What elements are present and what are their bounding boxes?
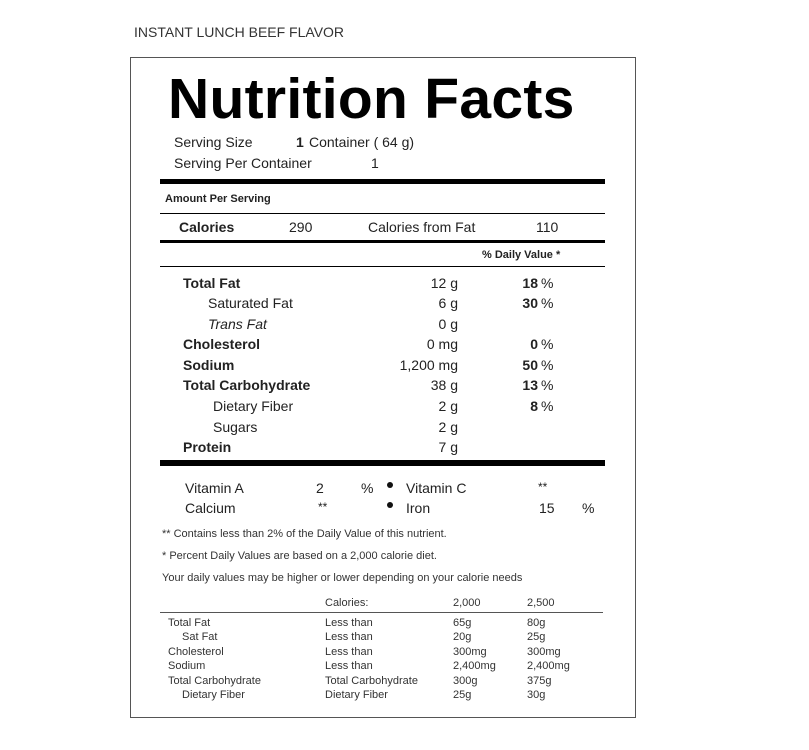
nutrient-name-trans-fat: Trans Fat bbox=[208, 316, 267, 332]
amount-per-serving: Amount Per Serving bbox=[165, 193, 271, 205]
iron-pct: % bbox=[582, 500, 595, 516]
calories-label: Calories bbox=[179, 219, 235, 235]
divider bbox=[160, 266, 605, 267]
product-name: INSTANT LUNCH BEEF FLAVOR bbox=[134, 24, 345, 40]
serving-size-unit: Container ( 64 g) bbox=[309, 134, 415, 150]
ref-row-2000: 20g bbox=[453, 631, 472, 643]
ref-row-qualifier: Less than bbox=[325, 660, 373, 672]
serving-size-value: 1 bbox=[296, 134, 304, 150]
bullet-icon bbox=[387, 502, 393, 508]
nutrient-name-saturated-fat: Saturated Fat bbox=[208, 295, 293, 311]
thick-divider bbox=[160, 179, 605, 184]
ref-row-2500: 2,400mg bbox=[527, 660, 570, 672]
nutrient-name-protein: Protein bbox=[183, 439, 232, 455]
iron-value: 15 bbox=[539, 500, 555, 516]
nutrient-name-sodium: Sodium bbox=[183, 357, 235, 373]
nutrient-amount-cholesterol: 0 mg bbox=[426, 336, 458, 352]
vitamin-a-pct: % bbox=[361, 480, 374, 496]
ref-row-name: Total Carbohydrate bbox=[168, 675, 261, 687]
ref-row-2000: 300g bbox=[453, 675, 478, 687]
calcium-value: ** bbox=[318, 500, 328, 514]
serving-size-label: Serving Size bbox=[174, 134, 253, 150]
nutrient-amount-sugars: 2 g bbox=[438, 419, 458, 435]
nutrient-dv-dietary-fiber: 8 bbox=[530, 398, 538, 414]
footnote-less-than-2: ** Contains less than 2% of the Daily Value of this nutrient. bbox=[162, 528, 447, 540]
nutrient-pct-total-carbohydrate: % bbox=[541, 377, 554, 393]
ref-row-name: Sat Fat bbox=[182, 631, 218, 643]
ref-row-qualifier: Total Carbohydrate bbox=[325, 675, 418, 687]
divider bbox=[160, 612, 603, 613]
ref-header-calories: Calories: bbox=[325, 597, 369, 609]
nutrient-dv-saturated-fat: 30 bbox=[522, 295, 538, 311]
nutrient-name-total-carbohydrate: Total Carbohydrate bbox=[183, 377, 311, 393]
calcium-label: Calcium bbox=[185, 500, 236, 516]
nutrient-dv-total-carbohydrate: 13 bbox=[522, 377, 538, 393]
nutrient-amount-trans-fat: 0 g bbox=[438, 316, 458, 332]
ref-row-qualifier: Less than bbox=[325, 631, 373, 643]
nutrient-amount-protein: 7 g bbox=[438, 439, 458, 455]
ref-row-name: Sodium bbox=[168, 660, 206, 672]
nutrient-dv-total-fat: 18 bbox=[522, 275, 538, 291]
calories-value: 290 bbox=[289, 219, 313, 235]
nutrient-name-total-fat: Total Fat bbox=[183, 275, 241, 291]
daily-value-header: % Daily Value * bbox=[482, 249, 561, 261]
nutrient-pct-dietary-fiber: % bbox=[541, 398, 554, 414]
ref-row-2000: 300mg bbox=[453, 646, 487, 658]
nutrient-amount-sodium: 1,200 mg bbox=[399, 357, 458, 373]
ref-row-name: Cholesterol bbox=[168, 646, 224, 658]
label-title: Nutrition Facts bbox=[168, 67, 575, 131]
ref-row-2500: 30g bbox=[527, 689, 546, 701]
footnote-may-vary: Your daily values may be higher or lower depending on your calorie needs bbox=[162, 572, 523, 584]
nutrient-name-cholesterol: Cholesterol bbox=[183, 336, 261, 352]
nutrient-amount-dietary-fiber: 2 g bbox=[438, 398, 458, 414]
nutrient-amount-total-fat: 12 g bbox=[430, 275, 458, 291]
nutrient-amount-saturated-fat: 6 g bbox=[438, 295, 458, 311]
ref-row-qualifier: Dietary Fiber bbox=[325, 689, 388, 701]
ref-row-2000: 65g bbox=[453, 617, 472, 629]
ref-row-name: Total Fat bbox=[168, 617, 211, 629]
ref-row-qualifier: Less than bbox=[325, 617, 373, 629]
nutrient-pct-sodium: % bbox=[541, 357, 554, 373]
ref-row-2500: 375g bbox=[527, 675, 552, 687]
nutrient-dv-sodium: 50 bbox=[522, 357, 538, 373]
vitamin-a-value: 2 bbox=[316, 480, 324, 496]
servings-per-container-label: Serving Per Container bbox=[174, 155, 312, 171]
ref-row-2500: 300mg bbox=[527, 646, 561, 658]
iron-label: Iron bbox=[406, 500, 431, 516]
nutrient-name-sugars: Sugars bbox=[213, 419, 258, 435]
ref-row-2500: 80g bbox=[527, 617, 546, 629]
vitamin-c-value: ** bbox=[538, 480, 548, 494]
vitamin-a-label: Vitamin A bbox=[185, 480, 244, 496]
nutrient-amount-total-carbohydrate: 38 g bbox=[430, 377, 458, 393]
nutrient-pct-cholesterol: % bbox=[541, 336, 554, 352]
nutrient-dv-cholesterol: 0 bbox=[530, 336, 538, 352]
ref-row-2000: 25g bbox=[453, 689, 472, 701]
ref-row-qualifier: Less than bbox=[325, 646, 373, 658]
nutrient-pct-total-fat: % bbox=[541, 275, 554, 291]
calories-from-fat-value: 110 bbox=[536, 219, 559, 235]
nutrient-pct-saturated-fat: % bbox=[541, 295, 554, 311]
medium-divider bbox=[160, 240, 605, 243]
thick-divider bbox=[160, 460, 605, 466]
calories-from-fat-label: Calories from Fat bbox=[368, 219, 476, 235]
ref-row-2000: 2,400mg bbox=[453, 660, 496, 672]
servings-per-container-value: 1 bbox=[371, 155, 379, 171]
bullet-icon bbox=[387, 482, 393, 488]
ref-header-2500: 2,500 bbox=[527, 597, 555, 609]
footnote-percent-dv: * Percent Daily Values are based on a 2,000 calorie diet. bbox=[162, 550, 437, 562]
nutrient-name-dietary-fiber: Dietary Fiber bbox=[213, 398, 294, 414]
vitamin-c-label: Vitamin C bbox=[406, 480, 467, 496]
ref-row-name: Dietary Fiber bbox=[182, 689, 245, 701]
ref-header-2000: 2,000 bbox=[453, 597, 481, 609]
divider bbox=[160, 213, 605, 214]
ref-row-2500: 25g bbox=[527, 631, 546, 643]
